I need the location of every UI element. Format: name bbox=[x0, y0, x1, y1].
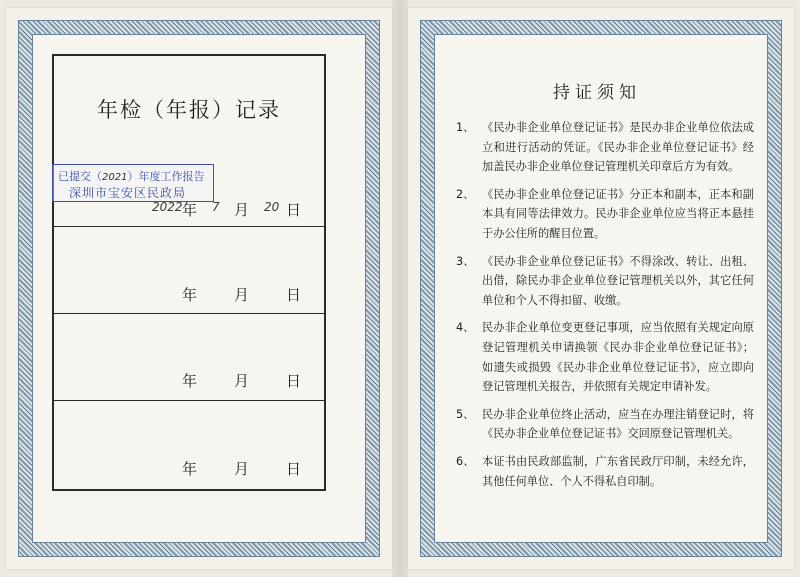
notice-item bbox=[454, 452, 754, 491]
year-label: 年 bbox=[182, 201, 198, 219]
stamp-line-2: 深圳市宝安区民政局 bbox=[69, 186, 187, 200]
date-row bbox=[54, 284, 324, 306]
record-title: 年检（年报）记录 bbox=[97, 98, 281, 122]
stamp-line-1: 已提交（2021）年度工作报告 bbox=[58, 171, 205, 183]
month-label: 月 bbox=[234, 372, 250, 390]
day-label: 日 bbox=[286, 201, 302, 219]
year-label: 年 bbox=[182, 460, 198, 478]
notice-text: 民办非企业单位终止活动，应当在办理注销登记时，将《民办非企业单位登记证书》交回原登记管理机关。 bbox=[482, 407, 754, 441]
date-day: 20 bbox=[264, 200, 280, 214]
row-divider bbox=[54, 226, 324, 227]
notice-number: 1、 bbox=[456, 121, 475, 134]
month-label: 月 bbox=[234, 286, 250, 304]
notice-item bbox=[454, 318, 754, 396]
date-year: 2022 bbox=[152, 200, 183, 214]
notice-number: 5、 bbox=[456, 407, 475, 421]
notice-number: 6、 bbox=[456, 454, 475, 468]
date-row bbox=[54, 199, 324, 221]
notice-number: 3、 bbox=[456, 254, 475, 268]
notice-item bbox=[454, 405, 754, 444]
book-gutter bbox=[392, 0, 408, 577]
left-ornamental-border bbox=[18, 20, 380, 557]
row-divider bbox=[54, 400, 324, 401]
submission-stamp bbox=[52, 164, 214, 202]
year-label: 年 bbox=[182, 372, 198, 390]
notice-title: 持证须知 bbox=[553, 83, 641, 103]
right-ornamental-border bbox=[420, 20, 782, 557]
notice-text: 《民办非企业单位登记证书》不得涂改、转让、出租、出借，除民办非企业单位登记管理机关以外，其它任何单位和个人不得扣留、收缴。 bbox=[482, 254, 754, 307]
date-row bbox=[54, 458, 324, 480]
annual-inspection-record-frame bbox=[52, 54, 326, 491]
day-label: 日 bbox=[286, 460, 302, 478]
notice-number: 4、 bbox=[456, 321, 475, 335]
day-label: 日 bbox=[286, 286, 302, 304]
right-page bbox=[408, 8, 794, 569]
month-label: 月 bbox=[234, 460, 250, 478]
stamp-year: 2021 bbox=[102, 172, 128, 183]
notice-list bbox=[454, 118, 754, 499]
notice-item bbox=[454, 252, 754, 311]
notice-text: 民办非企业单位变更登记事项，应当依照有关规定向原登记管理机关申请换领《民办非企业单位登记证书》；如遗失或损毁《民办非企业单位登记证书》，应立即向登记管理机关报告，并依照有关规定申请补发。 bbox=[482, 321, 754, 394]
date-row bbox=[54, 370, 324, 392]
date-month: 7 bbox=[212, 200, 220, 214]
left-page bbox=[6, 8, 392, 569]
month-label: 月 bbox=[234, 201, 250, 219]
notice-number: 2、 bbox=[456, 187, 475, 201]
notice-item bbox=[454, 118, 754, 177]
notice-item bbox=[454, 185, 754, 244]
day-label: 日 bbox=[286, 372, 302, 390]
notice-text: 《民办非企业单位登记证书》是民办非企业单位依法成立和进行活动的凭证。《民办非企业单位登记证书》经加盖民办非企业单位登记管理机关印章后方为有效。 bbox=[482, 121, 754, 174]
notice-text: 本证书由民政部监制，广东省民政厅印制，未经允许，其他任何单位、个人不得私自印制。 bbox=[482, 454, 754, 488]
notice-text: 《民办非企业单位登记证书》分正本和副本，正本和副本具有同等法律效力。民办非企业单位应当将正本悬挂于办公住所的醒目位置。 bbox=[482, 187, 754, 240]
year-label: 年 bbox=[182, 286, 198, 304]
row-divider bbox=[54, 313, 324, 314]
